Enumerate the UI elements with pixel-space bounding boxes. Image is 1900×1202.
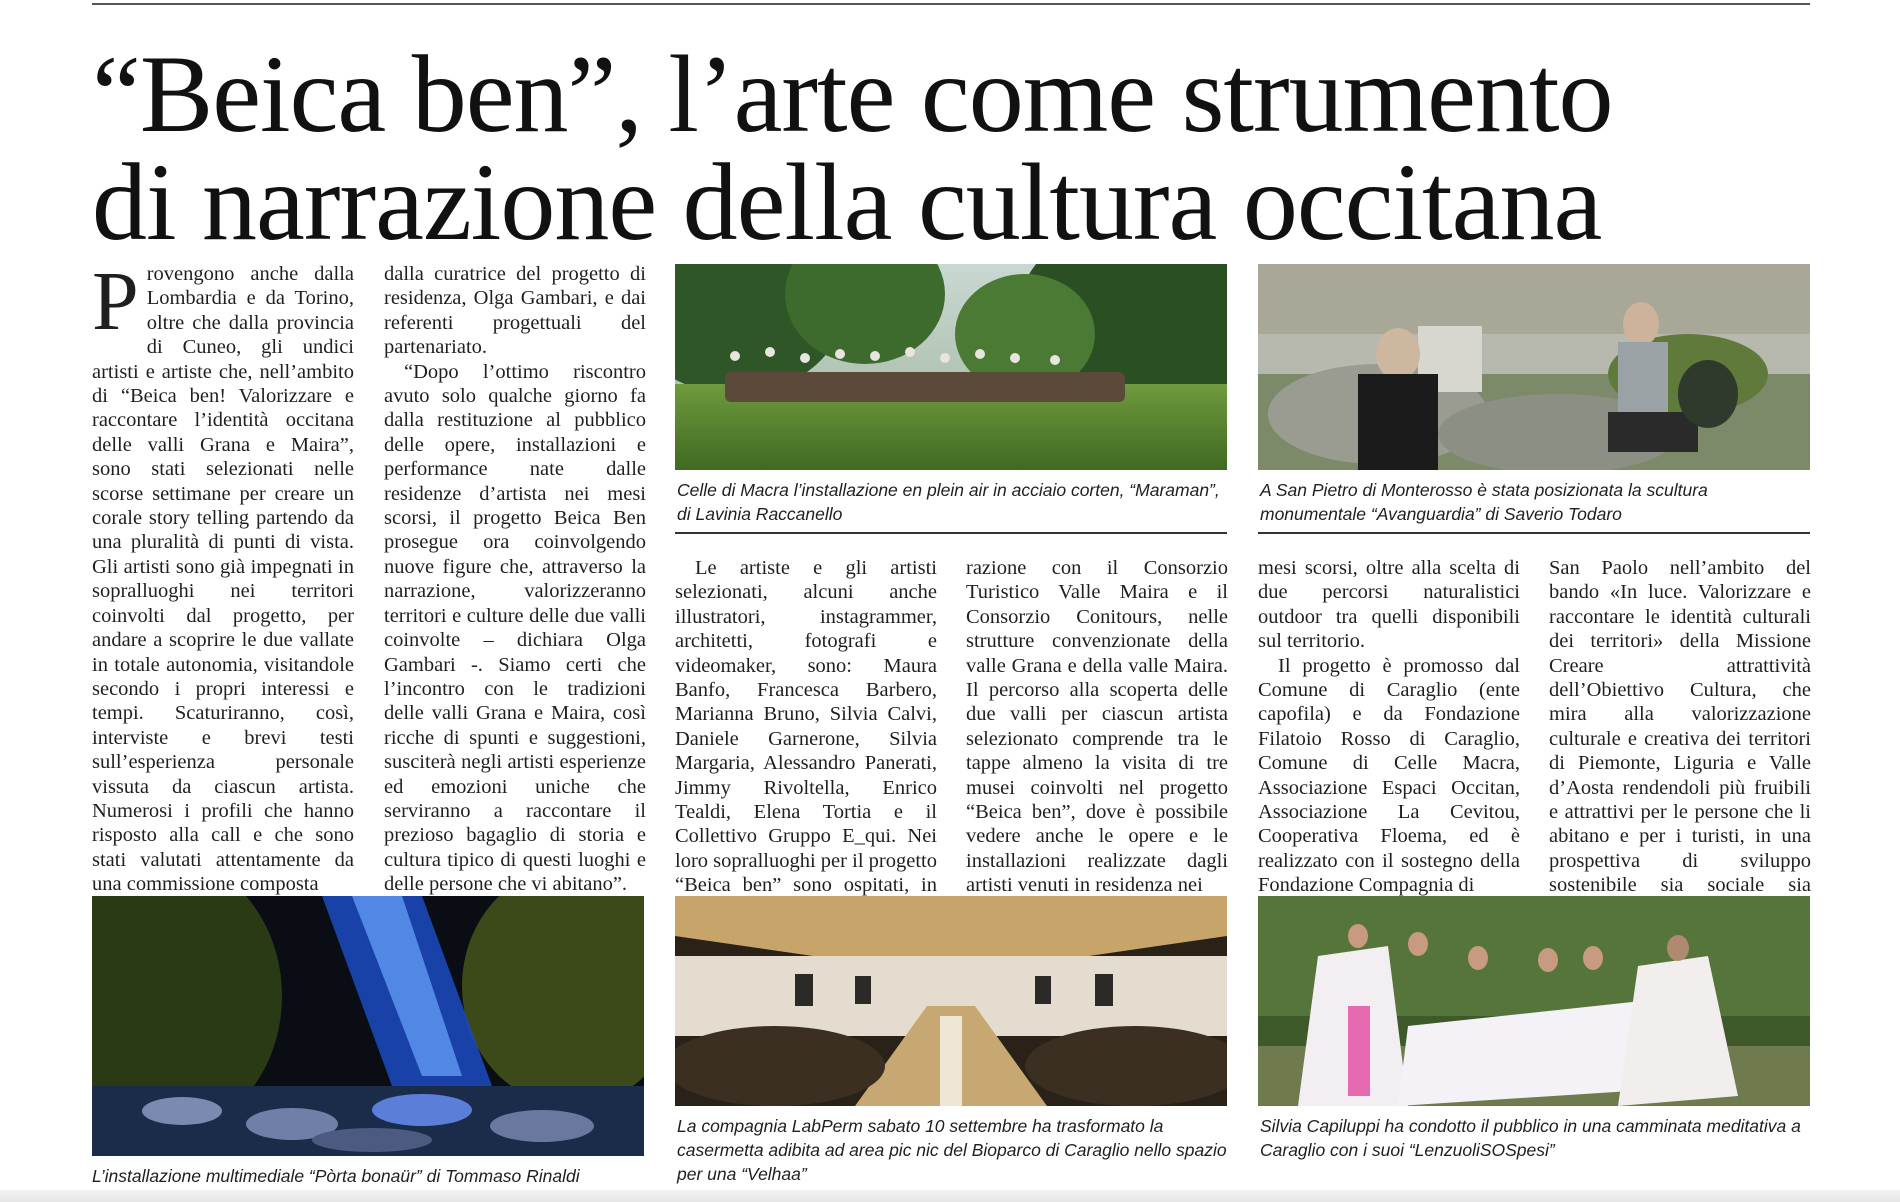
photo-porta-bonaur — [92, 896, 644, 1156]
article-column-1 — [92, 255, 354, 897]
caption-rule-1 — [675, 532, 1227, 534]
headline — [92, 33, 1812, 263]
photo-avanguardia — [1258, 264, 1810, 470]
headline-line-1: “Beica ben”, l’arte come strumento — [92, 33, 1613, 155]
caption-lenzuoli: Silvia Capiluppi ha condotto il pubblico in una camminata meditativa a Caraglio con i suoi “LenzuoliSOSpesi” — [1260, 1116, 1801, 1160]
article-column-2 — [384, 262, 646, 897]
photo-maraman — [675, 264, 1227, 470]
caption-porta-bonaur: L’installazione multimediale “Pòrta bonaür” di Tommaso Rinaldi — [92, 1166, 580, 1186]
headline-line-2: di narrazione della cultura occitana — [92, 141, 1602, 263]
column-1-text: rovengono anche dalla Lombardia e da Torino, oltre che dalla provincia di Cuneo, gli undici artisti e artiste che, nell’ambito di “Beica ben! Valorizzare e raccontare l’identità occitana delle valli Grana e Maira”, sono stati selezionati nelle scorse settimane per creare un corale story telling partendo da una pluralità di punti di vista. Gli artisti sono già impegnati in sopralluoghi nei territori coinvolti dal progetto, per andare a scoprire le due vallate in totale autonomia, visitandole secondo i propri interessi e tempi. Scaturiranno, così, interviste e brevi testi sull’esperienza personale vissuta da ciascun artista. Numerosi i profili che hanno risposto alla call e che sono stati valutati attentamente da una commissione composta — [92, 263, 354, 896]
article-column-4 — [966, 556, 1228, 898]
column-2-paragraph-2: “Dopo l’ottimo riscontro avuto solo qualche giorno fa dalla restituzione al pubblico delle opere, installazioni e performance nate dalle residenze d’artista nei mesi scorsi, il progetto Beica Ben prosegue ora coinvolgendo nuove figure che, attraverso la narrazione, valorizzeranno territori e culture delle due valli coinvolte – dichiara Olga Gambari -. Siamo certi che l’incontro con le tradizioni delle valli Grana e Maira, così ricche di spunti e suggestioni, susciterà negli artisti esperienze ed emozioni uniche che serviranno a raccontare il prezioso bagaglio di storia e cultura tipico di questi luoghi e delle persone che vi abitano”. — [384, 360, 646, 896]
photo-labperm — [675, 896, 1227, 1106]
column-6-text: San Paolo nell’ambito del bando «In luce. Valorizzare e raccontare le identità culturali dei territori» della Missione Creare attrattività dell’Obiettivo Cultura, che mira alla valorizzazione culturale e creativa dei territori di Piemonte, Liguria e Valle d’Aosta rendendoli più fruibili e attrattivi per le persone che li abitano e per i turisti, in una prospettiva di sviluppo sostenibile sia sociale sia — [1549, 557, 1811, 897]
column-4-text: razione con il Consorzio Turistico Valle Maira e il Consorzio Conitours, nelle strutture convenzionate della valle Grana e della valle Maira. Il percorso alla scoperta delle due valli per ciascun artista selezionato comprende tra le tappe almeno la visita di tre musei coinvolti nel progetto “Beica ben”, dove è possibile vedere anche le opere e le installazioni realizzate dagli artisti venuti in residenza nei — [966, 557, 1228, 897]
column-3-text: Le artiste e gli artisti selezionati, alcuni anche illustratori, instagrammer, architetti, fotografi e videomaker, sono: Maura Banfo, Francesca Barbero, Marianna Bruno, Silvia Calvi, Daniele Garnerone, Silvia Margaria, Alessandro Panerati, Jimmy Rivoltella, Enrico Tealdi, Elena Tortia e il Collettivo Gruppo E_qui. Nei loro sopralluoghi per il progetto “Beica ben” sono ospitati, in — [675, 557, 937, 897]
caption-rule-2 — [1258, 532, 1810, 534]
article-column-3 — [675, 556, 937, 922]
drop-cap: P — [92, 255, 139, 348]
photo-lenzuoli — [1258, 896, 1810, 1106]
column-2-paragraph-1: dalla curatrice del progetto di residenza, Olga Gambari, e dai referenti progettuali del partenariato. — [384, 263, 646, 359]
top-rule — [92, 3, 1810, 5]
page-bottom-edge — [0, 1190, 1900, 1202]
column-5-paragraph-1: mesi scorsi, oltre alla scelta di due percorsi naturalistici outdoor tra quelli disponibili sul territorio. — [1258, 557, 1520, 653]
article-column-6 — [1549, 556, 1811, 922]
caption-avanguardia: A San Pietro di Monterosso è stata posizionata la scultura monumentale “Avanguardia” di Saverio Todaro — [1260, 480, 1708, 524]
article-column-5 — [1258, 556, 1520, 898]
column-5-paragraph-2: Il progetto è promosso dal Comune di Caraglio (ente capofila) e da Fondazione Filatoio Rosso di Caraglio, Comune di Celle Macra, Associazione Espaci Occitan, Associazione La Cevitou, Cooperativa Floema, ed è realizzato con il sostegno della Fondazione Compagnia di — [1258, 654, 1520, 897]
caption-labperm: La compagnia LabPerm sabato 10 settembre ha trasformato la casermetta adibita ad area pic nic del Bioparco di Caraglio nello spazio per una “Velhaa” — [677, 1116, 1227, 1184]
caption-maraman: Celle di Macra l’installazione en plein air in acciaio corten, “Maraman”, di Lavinia Raccanello — [677, 480, 1220, 524]
